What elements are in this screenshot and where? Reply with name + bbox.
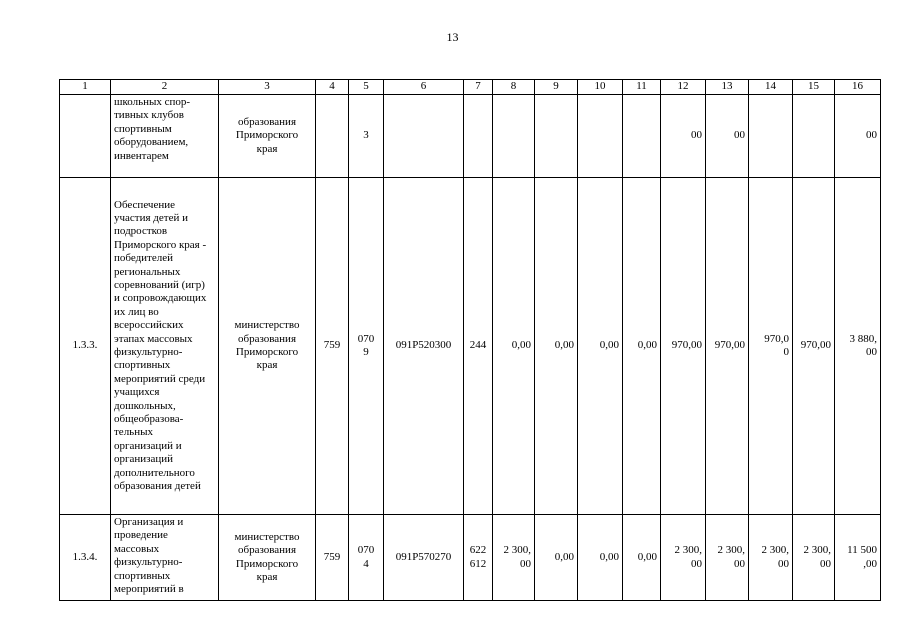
amount-cell: 00	[706, 95, 749, 178]
amount-cell: 0,00	[535, 515, 578, 601]
header-cell: 2	[111, 80, 219, 95]
amount-cell: 2 300, 00	[749, 515, 793, 601]
header-cell: 9	[535, 80, 578, 95]
expense-type-code: 244	[464, 178, 493, 515]
target-article-code	[384, 95, 464, 178]
header-cell: 16	[835, 80, 881, 95]
table-row	[60, 178, 881, 515]
amount-cell: 0,00	[623, 178, 661, 515]
header-cell: 8	[493, 80, 535, 95]
total-cell: 11 500 ,00	[835, 515, 881, 601]
budget-table	[59, 79, 881, 601]
amount-cell: 970,00	[793, 178, 835, 515]
amount-cell	[493, 95, 535, 178]
amount-cell	[623, 95, 661, 178]
grbs-code	[316, 95, 349, 178]
measure-description: Обеспечение участия детей и подростков Приморского края - победителей региональных соревнований (игр) и сопровождающих их лиц во всероссийских этапах массовых физкультурно- спортивных мероприятий среди учащихся дошкольных, общеобразова- тельных организаций и организаций дополнительного образования детей	[111, 178, 219, 515]
amount-cell: 0,00	[623, 515, 661, 601]
page-number: 13	[446, 30, 459, 44]
header-cell: 13	[706, 80, 749, 95]
amount-cell: 970,00	[661, 178, 706, 515]
header-cell: 4	[316, 80, 349, 95]
amount-cell: 0,00	[493, 178, 535, 515]
item-number	[60, 95, 111, 178]
header-cell: 6	[384, 80, 464, 95]
header-cell: 14	[749, 80, 793, 95]
amount-cell: 970,0 0	[749, 178, 793, 515]
header-cell: 15	[793, 80, 835, 95]
responsible-executor: министерство образования Приморского края	[219, 515, 316, 601]
section-code: 3	[349, 95, 384, 178]
section-code: 070 9	[349, 178, 384, 515]
total-cell: 3 880, 00	[835, 178, 881, 515]
amount-cell	[578, 95, 623, 178]
header-cell: 3	[219, 80, 316, 95]
target-article-code: 091P520300	[384, 178, 464, 515]
amount-cell	[535, 95, 578, 178]
amount-cell: 0,00	[578, 515, 623, 601]
measure-description: школьных спор- тивных клубов спортивным оборудованием, инвентарем	[111, 95, 219, 178]
header-cell: 1	[60, 80, 111, 95]
amount-cell: 2 300, 00	[793, 515, 835, 601]
amount-cell	[793, 95, 835, 178]
header-cell: 12	[661, 80, 706, 95]
section-code: 070 4	[349, 515, 384, 601]
table-row	[60, 515, 881, 601]
amount-cell: 970,00	[706, 178, 749, 515]
amount-cell: 2 300, 00	[706, 515, 749, 601]
header-cell: 10	[578, 80, 623, 95]
amount-cell: 0,00	[535, 178, 578, 515]
expense-type-code: 622 612	[464, 515, 493, 601]
header-cell: 11	[623, 80, 661, 95]
grbs-code: 759	[316, 178, 349, 515]
amount-cell	[749, 95, 793, 178]
table-row	[60, 95, 881, 178]
amount-cell: 00	[661, 95, 706, 178]
item-number: 1.3.4.	[60, 515, 111, 601]
expense-type-code	[464, 95, 493, 178]
measure-description: Организация и проведение массовых физкультурно- спортивных мероприятий в	[111, 515, 219, 601]
amount-cell: 0,00	[578, 178, 623, 515]
item-number: 1.3.3.	[60, 178, 111, 515]
header-cell: 7	[464, 80, 493, 95]
grbs-code: 759	[316, 515, 349, 601]
header-row	[60, 80, 881, 95]
responsible-executor: министерство образования Приморского края	[219, 178, 316, 515]
total-cell: 00	[835, 95, 881, 178]
amount-cell: 2 300, 00	[661, 515, 706, 601]
responsible-executor: образования Приморского края	[219, 95, 316, 178]
amount-cell: 2 300, 00	[493, 515, 535, 601]
target-article-code: 091P570270	[384, 515, 464, 601]
header-cell: 5	[349, 80, 384, 95]
